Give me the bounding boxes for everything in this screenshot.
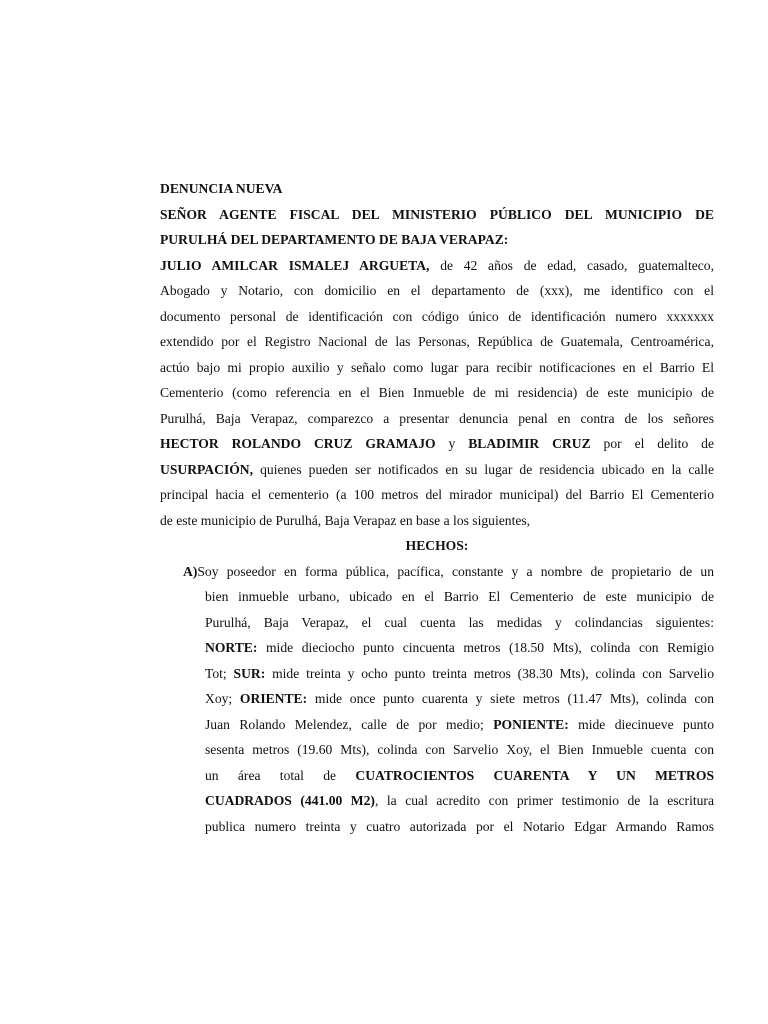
fact-a-line: NORTE: mide dieciocho punto cincuenta metros (18.50 Mts), colinda con Remigio: [205, 640, 714, 655]
fact-a-line: CUADRADOS (441.00 M2), la cual acredito con primer testimonio de la escritura: [205, 793, 714, 808]
fact-a-line: un área total de CUATROCIENTOS CUARENTA Y UN METROS: [205, 767, 715, 783]
intro-line: Abogado y Notario, con domicilio en el departamento de (xxx), me identifico con el: [160, 283, 714, 298]
area-in-words: CUATROCIENTOS CUARENTA Y UN METROS: [355, 767, 715, 783]
oriente-label: ORIENTE:: [239, 691, 308, 706]
document-title: DENUNCIA NUEVA: [160, 181, 283, 196]
addressee-line-2: PURULHÁ DEL DEPARTAMENTO DE BAJA VERAPAZ:: [160, 232, 509, 247]
fact-a-marker: A): [183, 563, 198, 579]
intro-line: actúo bajo mi propio auxilio y señalo como lugar para recibir notificaciones en el Barrio El: [160, 359, 714, 375]
intro-line: principal hacia el cementerio (a 100 metros del mirador municipal) del Barrio El Cementerio: [160, 487, 714, 502]
sur-label: SUR:: [233, 665, 266, 681]
accused-name-2: BLADIMIR CRUZ: [468, 436, 591, 451]
fact-a-line: publica numero treinta y cuatro autorizada por el Notario Edgar Armando Ramos: [205, 818, 714, 834]
intro-line: de este municipio de Purulhá, Baja Verapaz en base a los siguientes,: [160, 512, 531, 528]
fact-a-line: bien inmueble urbano, ubicado en el Barrio El Cementerio de este municipio de: [205, 589, 714, 604]
crime-name: USURPACIÓN,: [160, 461, 254, 477]
fact-a-line: Juan Rolando Melendez, calle de por medio; PONIENTE: mide diecinueve punto: [205, 716, 715, 732]
addressee-line-1: SEÑOR AGENTE FISCAL DEL MINISTERIO PÚBLICO DEL MUNICIPIO DE: [160, 206, 714, 222]
intro-line: documento personal de identificación con código único de identificación numero xxxxxxx: [160, 308, 714, 324]
intro-line: JULIO AMILCAR ISMALEJ ARGUETA, de 42 años de edad, casado, guatemalteco,: [160, 257, 714, 273]
intro-line: USURPACIÓN, quienes pueden ser notificados en su lugar de residencia ubicado en la calle: [160, 461, 714, 477]
document-body: [160, 176, 714, 839]
intro-line: Cementerio (como referencia en el Bien Inmueble de mi residencia) de este municipio de: [160, 385, 714, 400]
fact-a-line: sesenta metros (19.60 Mts), colinda con Sarvelio Xoy, el Bien Inmueble cuenta con: [205, 742, 714, 757]
facts-heading: HECHOS:: [405, 538, 469, 553]
intro-line: extendido por el Registro Nacional de las Personas, República de Guatemala, Centroamérica,: [160, 334, 714, 349]
accused-name-1: HECTOR ROLANDO CRUZ GRAMAJO: [160, 436, 436, 451]
fact-a-line: Xoy; ORIENTE: mide once punto cuarenta y siete metros (11.47 Mts), colinda con: [205, 691, 714, 706]
norte-label: NORTE:: [205, 640, 258, 655]
fact-a-line: A)Soy poseedor en forma pública, pacífica, constante y a nombre de propietario de un: [183, 563, 714, 579]
fact-a-line: Purulhá, Baja Verapaz, el cual cuenta las medidas y colindancias siguientes:: [205, 614, 714, 630]
intro-line: HECTOR ROLANDO CRUZ GRAMAJO y BLADIMIR CRUZ por el delito de: [160, 436, 714, 451]
intro-line: Purulhá, Baja Verapaz, comparezco a presentar denuncia penal en contra de los señores: [160, 410, 714, 426]
area-in-words-cont: CUADRADOS (441.00 M2): [205, 793, 375, 808]
complainant-name: JULIO AMILCAR ISMALEJ ARGUETA,: [160, 257, 430, 273]
fact-a-line: Tot; SUR: mide treinta y ocho punto treinta metros (38.30 Mts), colinda con Sarvelio: [205, 665, 714, 681]
poniente-label: PONIENTE:: [493, 716, 569, 732]
